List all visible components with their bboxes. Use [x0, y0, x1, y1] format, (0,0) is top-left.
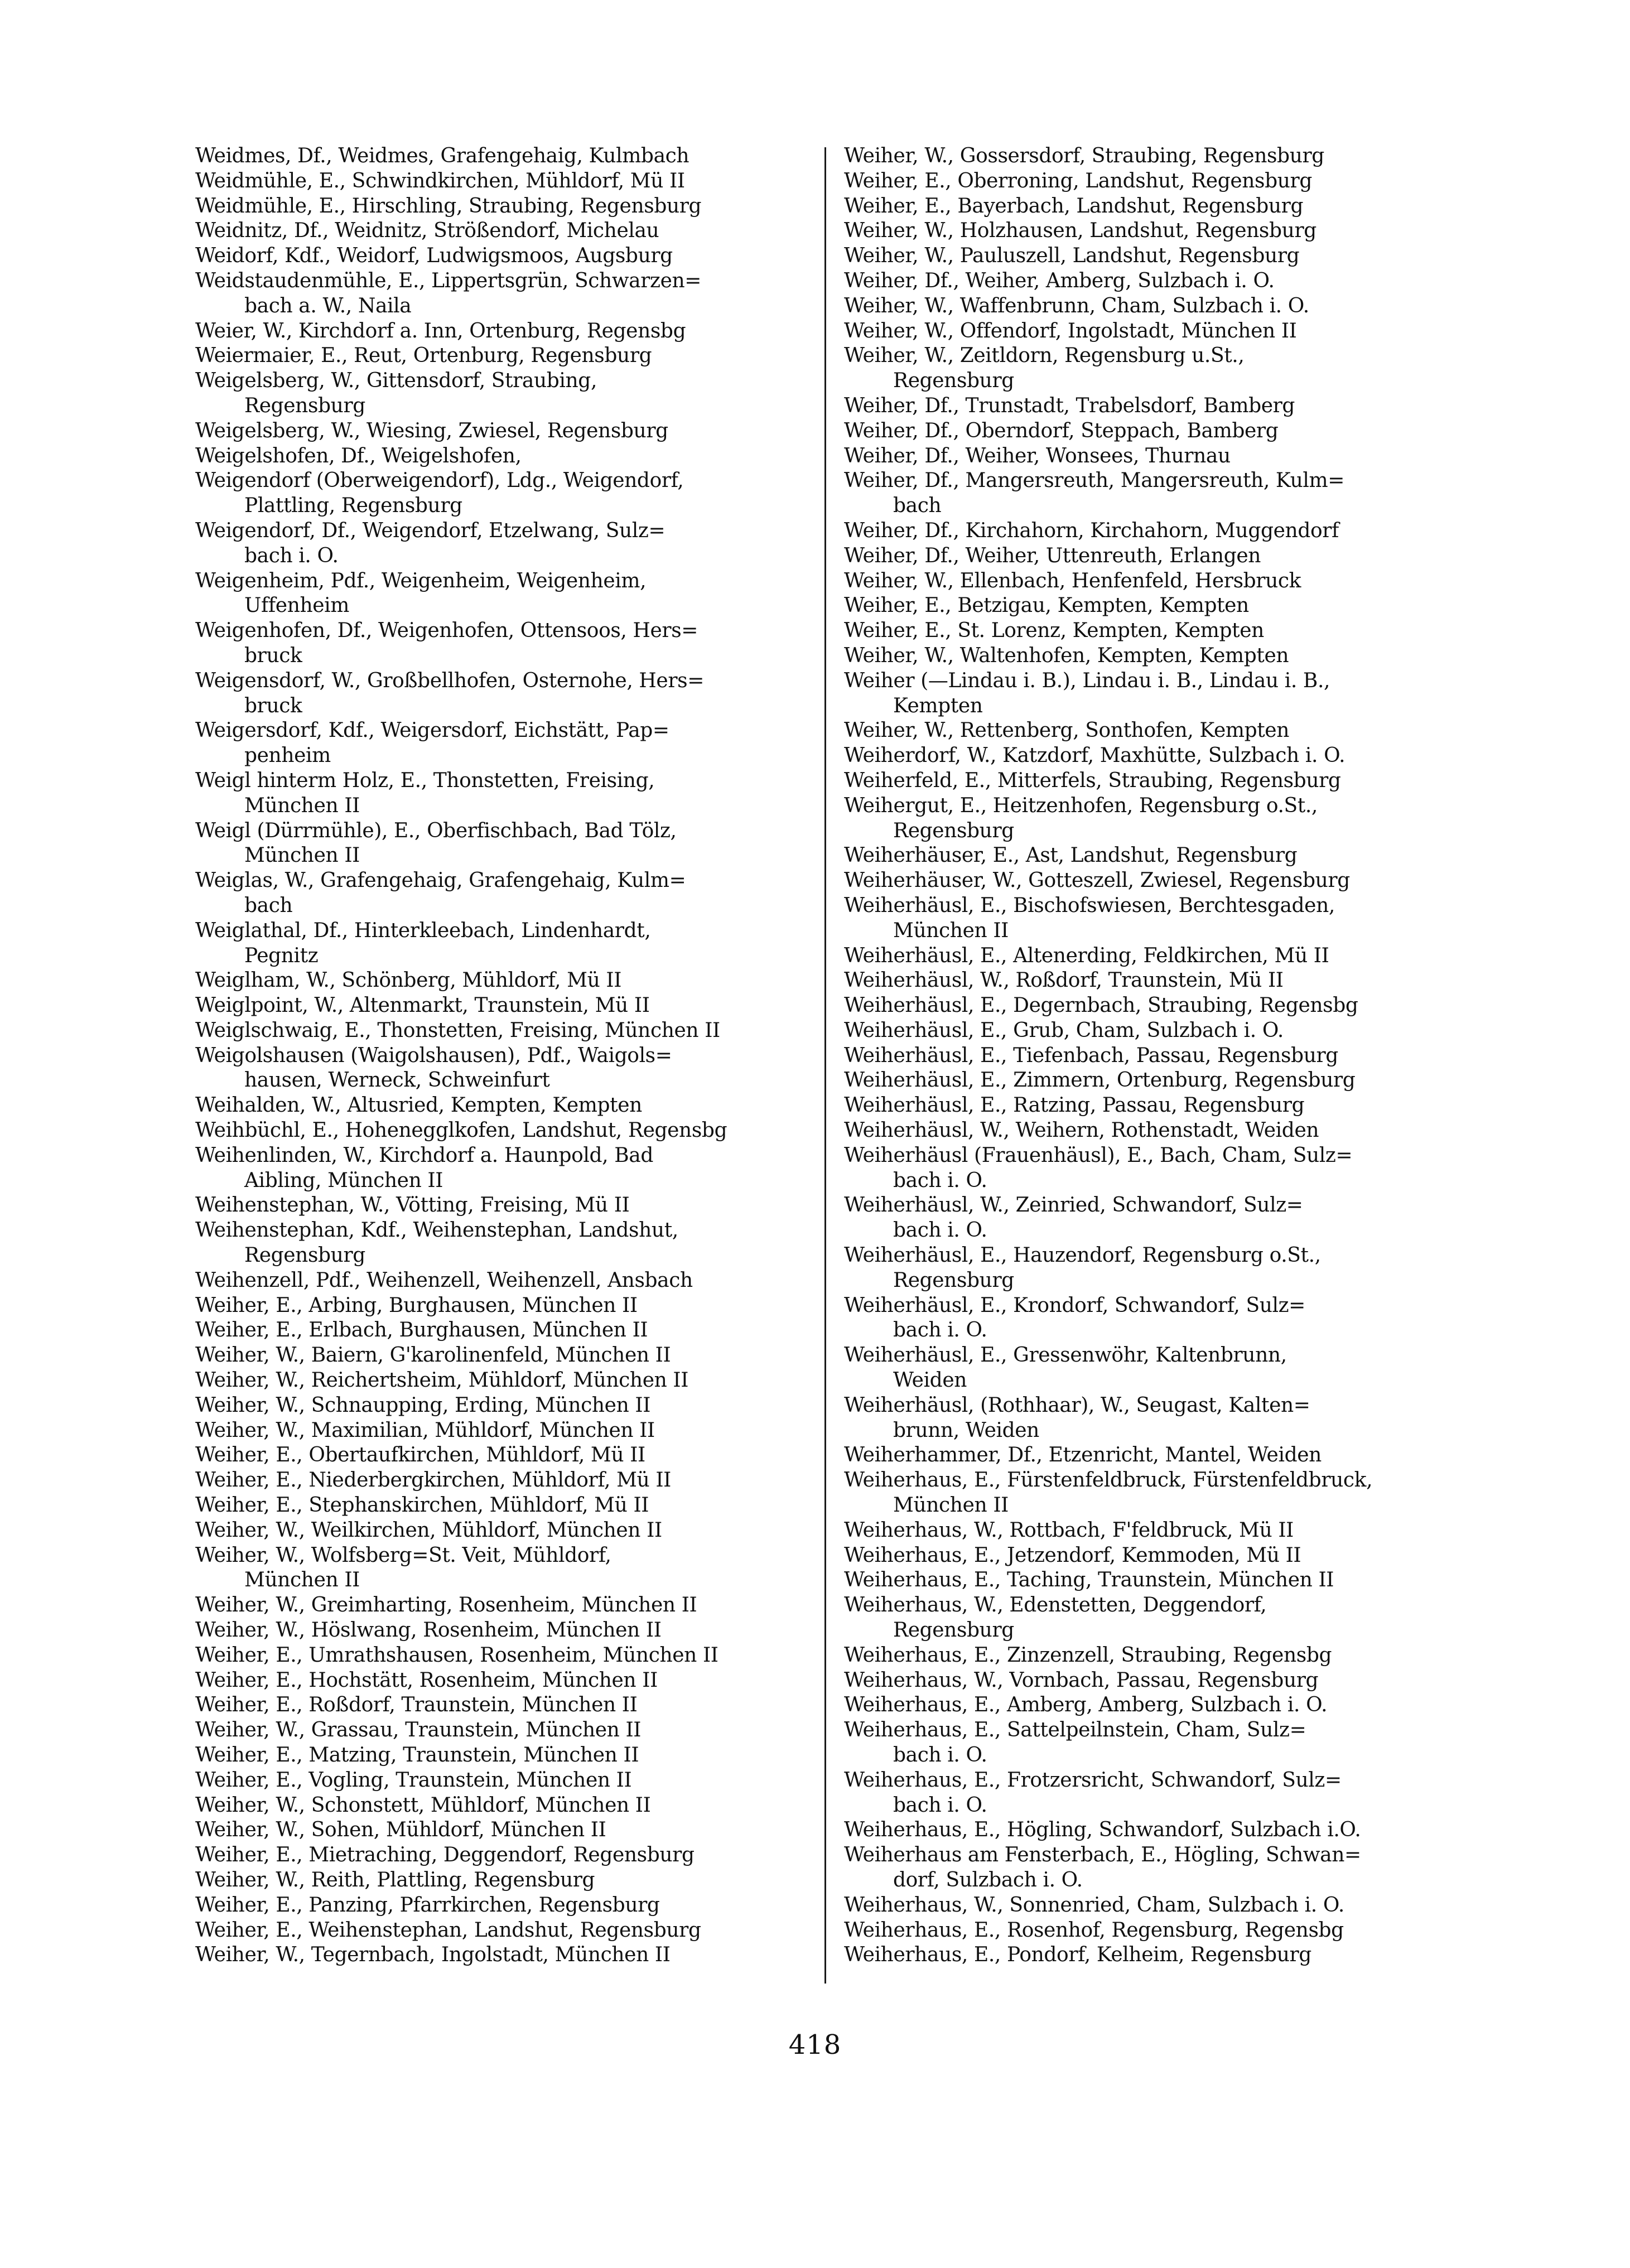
directory-entry: [195, 569, 823, 619]
directory-entry: [844, 769, 1478, 794]
entry-line: Weiher, E., Obertaufkirchen, Mühldorf, Mü II: [195, 1444, 645, 1467]
directory-entry: [844, 1118, 1478, 1143]
directory-entry: [195, 1768, 823, 1793]
entry-line: Weiherhäusl, E., Grub, Cham, Sulzbach i. O.: [844, 1019, 1284, 1042]
directory-entry: [195, 169, 823, 194]
directory-entry: [195, 1793, 823, 1818]
directory-entry: [844, 219, 1478, 244]
directory-entry: [844, 144, 1478, 169]
entry-line: Weiher, W., Höslwang, Rosenheim, München II: [195, 1619, 662, 1642]
entry-continuation-line: München II: [893, 919, 1009, 942]
directory-entry: [195, 919, 823, 969]
directory-entry: [195, 1143, 823, 1194]
directory-entry: [844, 993, 1478, 1019]
entry-line: Weiherhäusl, E., Gressenwöhr, Kaltenbrunn,: [844, 1344, 1287, 1367]
entry-line: Weiherhaus, E., Sattelpeilnstein, Cham, Sulz=: [844, 1719, 1306, 1742]
directory-entry: [195, 1443, 823, 1468]
entry-line: Weiherhaus, E., Högling, Schwandorf, Sulzbach i.O.: [844, 1818, 1361, 1842]
entry-line: Weiherhaus, E., Taching, Traunstein, München II: [844, 1569, 1334, 1592]
entry-continuation-line: bach i. O.: [893, 1169, 987, 1192]
entry-line: Weiher, W., Maximilian, Mühldorf, München II: [195, 1418, 655, 1442]
entry-line: Weiher, W., Sohen, Mühldorf, München II: [195, 1818, 606, 1842]
entry-line: Weigelshofen, Df., Weigelshofen,: [195, 444, 522, 467]
entry-line: Weidmes, Df., Weidmes, Grafengehaig, Kulmbach: [195, 144, 689, 167]
entry-line: Weiher, E., Betzigau, Kempten, Kempten: [844, 594, 1249, 617]
entry-line: Weiher, W., Offendorf, Ingolstadt, München II: [844, 319, 1297, 342]
entry-line: Weiher, Df., Trunstadt, Trabelsdorf, Bamberg: [844, 394, 1295, 417]
entry-continuation-line: bach i. O.: [893, 1793, 987, 1817]
directory-entry: [195, 993, 823, 1019]
directory-entry: [844, 894, 1478, 944]
entry-line: Weiher, W., Reith, Plattling, Regensburg: [195, 1868, 595, 1891]
directory-entry: [844, 1693, 1478, 1718]
entry-line: Weigensdorf, W., Großbellhofen, Osternohe, Hers=: [195, 669, 704, 692]
directory-entry: [844, 1393, 1478, 1444]
entry-line: Weiher, W., Ellenbach, Henfenfeld, Hersbruck: [844, 569, 1301, 592]
directory-entry: [195, 519, 823, 569]
entry-line: Weiglham, W., Schönberg, Mühldorf, Mü II: [195, 969, 622, 992]
entry-continuation-line: bach: [893, 494, 942, 518]
entry-continuation-line: bach i. O.: [893, 1219, 987, 1242]
entry-continuation-line: Regensburg: [244, 394, 365, 417]
directory-entry: [195, 1918, 823, 1943]
entry-line: Weiherhäusl, E., Degernbach, Straubing, Regensbg: [844, 994, 1358, 1017]
directory-entry: [844, 1543, 1478, 1569]
entry-continuation-line: Regensburg: [893, 1619, 1014, 1642]
entry-line: Weiher, Df., Weiher, Wonsees, Thurnau: [844, 444, 1231, 467]
column-right: [844, 144, 1478, 1968]
directory-entry: [195, 1643, 823, 1668]
entry-continuation-line: München II: [244, 794, 360, 817]
directory-entry: [844, 1718, 1478, 1768]
entry-line: Weidnitz, Df., Weidnitz, Strößendorf, Michelau: [195, 219, 659, 243]
directory-entry: [195, 1418, 823, 1444]
entry-line: Weiher, E., Weihenstephan, Landshut, Regensburg: [195, 1918, 701, 1942]
entry-continuation-line: bach i. O.: [244, 544, 339, 567]
entry-line: Weiherhäusl, E., Zimmern, Ortenburg, Regensburg: [844, 1069, 1356, 1092]
entry-line: Weiherhaus, E., Frotzersricht, Schwandorf, Sulz=: [844, 1768, 1342, 1792]
directory-entry: [195, 619, 823, 669]
entry-line: Weiher, W., Zeitldorn, Regensburg u.St.,: [844, 344, 1245, 368]
entry-continuation-line: dorf, Sulzbach i. O.: [893, 1868, 1083, 1891]
entry-line: Weiherhaus, E., Fürstenfeldbruck, Fürstenfeldbruck,: [844, 1469, 1373, 1492]
entry-line: Weiher, W., Waltenhofen, Kempten, Kempten: [844, 644, 1289, 667]
directory-entry: [195, 1718, 823, 1743]
entry-line: Weigersdorf, Kdf., Weigersdorf, Eichstätt, Pap=: [195, 719, 669, 742]
entry-line: Weihenzell, Pdf., Weihenzell, Weihenzell, Ansbach: [195, 1268, 693, 1292]
directory-entry: [195, 469, 823, 519]
directory-entry: [844, 519, 1478, 544]
entry-continuation-line: hausen, Werneck, Schweinfurt: [244, 1069, 550, 1092]
directory-entry: [844, 1818, 1478, 1843]
entry-continuation-line: Uffenheim: [244, 594, 350, 617]
entry-line: Weiher, W., Weilkirchen, Mühldorf, München II: [195, 1518, 662, 1542]
entry-line: Weiher, E., Erlbach, Burghausen, München II: [195, 1319, 648, 1342]
entry-continuation-line: brunn, Weiden: [893, 1418, 1039, 1442]
entry-line: Weidstaudenmühle, E., Lippertsgrün, Schwarzen=: [195, 269, 702, 292]
entry-line: Weiherhaus, W., Sonnenried, Cham, Sulzbach i. O.: [844, 1893, 1344, 1917]
directory-entry: [195, 1693, 823, 1718]
directory-entry: [844, 1768, 1478, 1818]
entry-line: Weihbüchl, E., Hohenegglkofen, Landshut, Regensbg: [195, 1119, 727, 1142]
entry-line: Weiher, W., Schonstett, Mühldorf, München II: [195, 1793, 651, 1817]
directory-entry: [195, 1618, 823, 1643]
entry-line: Weiherhäusl (Frauenhäusl), E., Bach, Cham, Sulz=: [844, 1143, 1353, 1167]
entry-line: Weiherdorf, W., Katzdorf, Maxhütte, Sulzbach i. O.: [844, 744, 1346, 768]
entry-continuation-line: bach a. W., Naila: [244, 294, 412, 317]
entry-line: Weiher, W., Waffenbrunn, Cham, Sulzbach i. O.: [844, 294, 1309, 317]
entry-line: Weiher, Df., Oberndorf, Steppach, Bamberg: [844, 419, 1279, 442]
directory-entry: [195, 1318, 823, 1343]
entry-line: Weiherhaus, W., Vornbach, Passau, Regensburg: [844, 1668, 1319, 1692]
entry-continuation-line: bach i. O.: [893, 1744, 987, 1767]
entry-line: Weidorf, Kdf., Weidorf, Ludwigsmoos, Augsburg: [195, 244, 673, 268]
directory-entry: [844, 569, 1478, 594]
directory-entry: [195, 419, 823, 444]
entry-line: Weihenlinden, W., Kirchdorf a. Haunpold, Bad: [195, 1143, 653, 1167]
entry-line: Weihalden, W., Altusried, Kempten, Kempten: [195, 1094, 642, 1117]
directory-entry: [844, 1143, 1478, 1194]
entry-line: Weiher, E., Hochstätt, Rosenheim, München II: [195, 1668, 658, 1692]
directory-entry: [844, 1443, 1478, 1468]
directory-entry: [844, 1668, 1478, 1693]
directory-entry: [195, 868, 823, 919]
entry-line: Weigelsberg, W., Gittensdorf, Straubing,: [195, 369, 597, 393]
entry-line: Weiherfeld, E., Mitterfels, Straubing, Regensburg: [844, 769, 1341, 792]
entry-line: Weidmühle, E., Hirschling, Straubing, Regensburg: [195, 194, 702, 218]
entry-line: Weiher, Df., Weiher, Uttenreuth, Erlangen: [844, 544, 1261, 567]
directory-entry: [195, 1868, 823, 1893]
directory-entry: [195, 819, 823, 869]
entry-line: Weiherhaus, E., Pondorf, Kelheim, Regensburg: [844, 1943, 1311, 1967]
entry-line: Weiherhäusl, E., Ratzing, Passau, Regensburg: [844, 1094, 1305, 1117]
entry-continuation-line: Regensburg: [893, 1268, 1014, 1292]
directory-entry: [844, 619, 1478, 644]
directory-entry: [195, 769, 823, 819]
directory-entry: [844, 294, 1478, 319]
directory-entry: [844, 344, 1478, 394]
entry-line: Weiglschwaig, E., Thonstetten, Freising, München II: [195, 1019, 720, 1042]
entry-line: Weiglpoint, W., Altenmarkt, Traunstein, Mü II: [195, 994, 650, 1017]
entry-line: Weiherhaus, W., Rottbach, F'feldbruck, Mü II: [844, 1518, 1294, 1542]
directory-entry: [195, 1218, 823, 1268]
directory-entry: [844, 1893, 1478, 1918]
directory-entry: [844, 419, 1478, 444]
directory-entry: [844, 1019, 1478, 1044]
entry-line: Weiherhaus, E., Rosenhof, Regensburg, Regensbg: [844, 1918, 1344, 1942]
directory-entry: [195, 1593, 823, 1618]
entry-continuation-line: Regensburg: [893, 369, 1014, 393]
entry-continuation-line: penheim: [244, 744, 331, 768]
directory-entry: [844, 169, 1478, 194]
entry-line: Weiherhäusl, W., Weihern, Rothenstadt, Weiden: [844, 1119, 1319, 1142]
entry-line: Weiherhäusl, E., Bischofswiesen, Berchtesgaden,: [844, 894, 1335, 917]
directory-entry: [844, 1468, 1478, 1518]
entry-line: Weiglathal, Df., Hinterkleebach, Lindenhardt,: [195, 919, 651, 942]
directory-entry: [195, 718, 823, 769]
entry-line: Weiher, W., Pauluszell, Landshut, Regensburg: [844, 244, 1300, 268]
directory-entry: [195, 319, 823, 344]
directory-entry: [844, 1943, 1478, 1968]
directory-entry: [195, 144, 823, 169]
directory-entry: [844, 1044, 1478, 1069]
entry-line: Weiherhäuser, E., Ast, Landshut, Regensburg: [844, 844, 1298, 867]
entry-line: Weihergut, E., Heitzenhofen, Regensburg o.St.,: [844, 794, 1318, 817]
directory-entry: [195, 244, 823, 269]
directory-entry: [844, 244, 1478, 269]
entry-line: Weiherhäusl, W., Roßdorf, Traunstein, Mü II: [844, 969, 1284, 992]
entry-line: Weiher, W., Tegernbach, Ingolstadt, München II: [195, 1943, 671, 1967]
entry-line: Weiherhäusl, E., Altenerding, Feldkirchen, Mü II: [844, 944, 1329, 967]
directory-entry: [844, 1843, 1478, 1893]
directory-entry: [844, 593, 1478, 619]
directory-entry: [844, 868, 1478, 894]
entry-line: Weigelsberg, W., Wiesing, Zwiesel, Regensburg: [195, 419, 668, 442]
entry-continuation-line: bach: [244, 894, 293, 917]
entry-line: Weiherhäusl, (Rothhaar), W., Seugast, Kalten=: [844, 1393, 1310, 1417]
directory-entry: [195, 1468, 823, 1493]
entry-line: Weiherhaus, E., Jetzendorf, Kemmoden, Mü II: [844, 1543, 1301, 1567]
directory-entry: [195, 1518, 823, 1543]
column-left: [195, 144, 823, 1968]
directory-entry: [844, 718, 1478, 744]
entry-line: Weigendorf, Df., Weigendorf, Etzelwang, Sulz=: [195, 519, 665, 542]
directory-entry: [195, 369, 823, 419]
directory-entry: [844, 1918, 1478, 1943]
entry-continuation-line: bruck: [244, 644, 302, 667]
directory-entry: [195, 219, 823, 244]
directory-entry: [844, 544, 1478, 569]
directory-entry: [844, 944, 1478, 969]
entry-line: Weiher, Df., Weiher, Amberg, Sulzbach i. O.: [844, 269, 1275, 292]
directory-entry: [844, 394, 1478, 419]
directory-entry: [195, 1843, 823, 1868]
entry-line: Weiher, E., Matzing, Traunstein, München II: [195, 1744, 639, 1767]
directory-entry: [195, 1343, 823, 1368]
directory-entry: [195, 1893, 823, 1918]
entry-continuation-line: Regensburg: [244, 1244, 365, 1267]
directory-entry: [844, 269, 1478, 294]
directory-entry: [195, 1193, 823, 1218]
directory-entry: [844, 1568, 1478, 1593]
entry-continuation-line: bach i. O.: [893, 1319, 987, 1342]
entry-line: Weiherhäusl, W., Zeinried, Schwandorf, Sulz=: [844, 1194, 1303, 1217]
entry-line: Weiher, Df., Mangersreuth, Mangersreuth, Kulm=: [844, 469, 1345, 493]
entry-continuation-line: Aibling, München II: [244, 1169, 443, 1192]
entry-line: Weiher (—Lindau i. B.), Lindau i. B., Lindau i. B.,: [844, 669, 1330, 692]
directory-entry: [844, 1243, 1478, 1294]
entry-line: Weiherhäusl, E., Tiefenbach, Passau, Regensburg: [844, 1044, 1338, 1067]
directory-entry: [195, 1044, 823, 1094]
entry-continuation-line: Kempten: [893, 694, 983, 717]
entry-line: Weiherhäusl, E., Krondorf, Schwandorf, Sulz=: [844, 1294, 1305, 1317]
entry-line: Weidmühle, E., Schwindkirchen, Mühldorf, Mü II: [195, 169, 685, 192]
entry-line: Weiher, W., Rettenberg, Sonthofen, Kempten: [844, 719, 1289, 742]
entry-continuation-line: München II: [244, 844, 360, 867]
entry-line: Weiher, E., Umrathshausen, Rosenheim, München II: [195, 1643, 718, 1667]
entry-line: Weiherhaus, W., Edenstetten, Deggendorf,: [844, 1594, 1267, 1617]
entry-line: Weihenstephan, Kdf., Weihenstephan, Landshut,: [195, 1219, 678, 1242]
entry-line: Weiher, E., Niederbergkirchen, Mühldorf, Mü II: [195, 1469, 672, 1492]
directory-entry: [844, 444, 1478, 469]
directory-entry: [195, 344, 823, 369]
entry-line: Weiherhaus am Fensterbach, E., Högling, Schwan=: [844, 1844, 1361, 1867]
entry-continuation-line: Regensburg: [893, 819, 1014, 842]
entry-line: Weiher, E., Bayerbach, Landshut, Regensburg: [844, 194, 1304, 218]
entry-line: Weiher, Df., Kirchahorn, Kirchahorn, Muggendorf: [844, 519, 1339, 542]
directory-entry: [844, 794, 1478, 844]
entry-line: Weigl (Dürrmühle), E., Oberfischbach, Bad Tölz,: [195, 819, 677, 842]
directory-entry: [195, 1543, 823, 1594]
directory-entry: [195, 1268, 823, 1294]
entry-line: Weiher, E., Vogling, Traunstein, München II: [195, 1768, 632, 1792]
directory-entry: [195, 1093, 823, 1118]
directory-entry: [844, 469, 1478, 519]
directory-entry: [195, 1818, 823, 1843]
directory-entry: [195, 269, 823, 319]
entry-continuation-line: bruck: [244, 694, 302, 717]
entry-line: Weiher, W., Schnaupping, Erding, München II: [195, 1393, 651, 1417]
entry-line: Weiher, E., Roßdorf, Traunstein, München II: [195, 1693, 638, 1717]
directory-entry: [844, 1643, 1478, 1668]
directory-entry: [844, 1593, 1478, 1643]
entry-line: Weihenstephan, W., Vötting, Freising, Mü II: [195, 1194, 630, 1217]
directory-entry: [844, 1193, 1478, 1243]
entry-line: Weiher, E., Arbing, Burghausen, München II: [195, 1294, 638, 1317]
entry-line: Weiher, W., Grassau, Traunstein, München II: [195, 1719, 642, 1742]
entry-line: Weigendorf (Oberweigendorf), Ldg., Weigendorf,: [195, 469, 684, 493]
page-number: 418: [788, 2029, 842, 2060]
entry-line: Weiher, E., Panzing, Pfarrkirchen, Regensburg: [195, 1893, 660, 1917]
directory-entry: [844, 744, 1478, 769]
directory-entry: [195, 1118, 823, 1143]
directory-entry: [195, 1019, 823, 1044]
entry-line: Weiher, E., Oberroning, Landshut, Regensburg: [844, 169, 1312, 192]
directory-entry: [844, 319, 1478, 344]
entry-line: Weiherhaus, E., Amberg, Amberg, Sulzbach i. O.: [844, 1693, 1328, 1717]
directory-entry: [844, 194, 1478, 219]
entry-line: Weiher, E., Mietraching, Deggendorf, Regensburg: [195, 1844, 695, 1867]
entry-line: Weiherhammer, Df., Etzenricht, Mantel, Weiden: [844, 1444, 1322, 1467]
entry-line: Weiher, W., Reichertsheim, Mühldorf, München II: [195, 1369, 689, 1392]
entry-line: Weigenheim, Pdf., Weigenheim, Weigenheim,: [195, 569, 647, 592]
entry-line: Weigolshausen (Waigolshausen), Pdf., Waigols=: [195, 1044, 672, 1067]
entry-line: Weiglas, W., Grafengehaig, Grafengehaig, Kulm=: [195, 869, 686, 892]
entry-line: Weiher, W., Baiern, G'karolinenfeld, München II: [195, 1344, 671, 1367]
entry-continuation-line: Weiden: [893, 1369, 967, 1392]
entry-continuation-line: Plattling, Regensburg: [244, 494, 462, 518]
directory-entry: [195, 444, 823, 469]
directory-entry: [195, 1943, 823, 1968]
entry-line: Weigl hinterm Holz, E., Thonstetten, Freising,: [195, 769, 655, 792]
entry-line: Weiher, W., Greimharting, Rosenheim, München II: [195, 1594, 697, 1617]
directory-entry: [195, 194, 823, 219]
directory-entry: [195, 669, 823, 719]
directory-entry: [844, 1343, 1478, 1393]
directory-entry: [195, 1668, 823, 1693]
directory-entry: [844, 644, 1478, 669]
entry-line: Weiher, E., St. Lorenz, Kempten, Kempten: [844, 619, 1264, 643]
directory-entry: [195, 1294, 823, 1319]
entry-continuation-line: Pegnitz: [244, 944, 319, 967]
entry-line: Weiherhaus, E., Zinzenzell, Straubing, Regensbg: [844, 1643, 1332, 1667]
entry-line: Weigenhofen, Df., Weigenhofen, Ottensoos, Hers=: [195, 619, 698, 643]
directory-entry: [844, 968, 1478, 993]
entry-line: Weiherhäusl, E., Hauzendorf, Regensburg o.St.,: [844, 1244, 1321, 1267]
directory-entry: [844, 1093, 1478, 1118]
directory-entry: [195, 968, 823, 993]
directory-entry: [844, 843, 1478, 868]
directory-entry: [195, 1393, 823, 1418]
entry-line: Weiher, W., Gossersdorf, Straubing, Regensburg: [844, 144, 1324, 167]
directory-entry: [844, 1518, 1478, 1543]
directory-entry: [195, 1493, 823, 1518]
entry-line: Weiher, W., Holzhausen, Landshut, Regensburg: [844, 219, 1316, 243]
column-divider-rule: [824, 147, 826, 1984]
entry-line: Weiermaier, E., Reut, Ortenburg, Regensburg: [195, 344, 652, 368]
directory-entry: [844, 1294, 1478, 1344]
entry-line: Weiherhäuser, W., Gotteszell, Zwiesel, Regensburg: [844, 869, 1350, 892]
entry-continuation-line: München II: [244, 1569, 360, 1592]
entry-continuation-line: München II: [893, 1494, 1009, 1517]
entry-line: Weiher, E., Stephanskirchen, Mühldorf, Mü II: [195, 1494, 649, 1517]
entry-line: Weier, W., Kirchdorf a. Inn, Ortenburg, Regensbg: [195, 319, 686, 342]
directory-entry: [844, 669, 1478, 719]
entry-line: Weiher, W., Wolfsberg=St. Veit, Mühldorf,: [195, 1543, 611, 1567]
directory-entry: [195, 1368, 823, 1393]
directory-entry: [195, 1743, 823, 1768]
directory-entry: [844, 1068, 1478, 1093]
